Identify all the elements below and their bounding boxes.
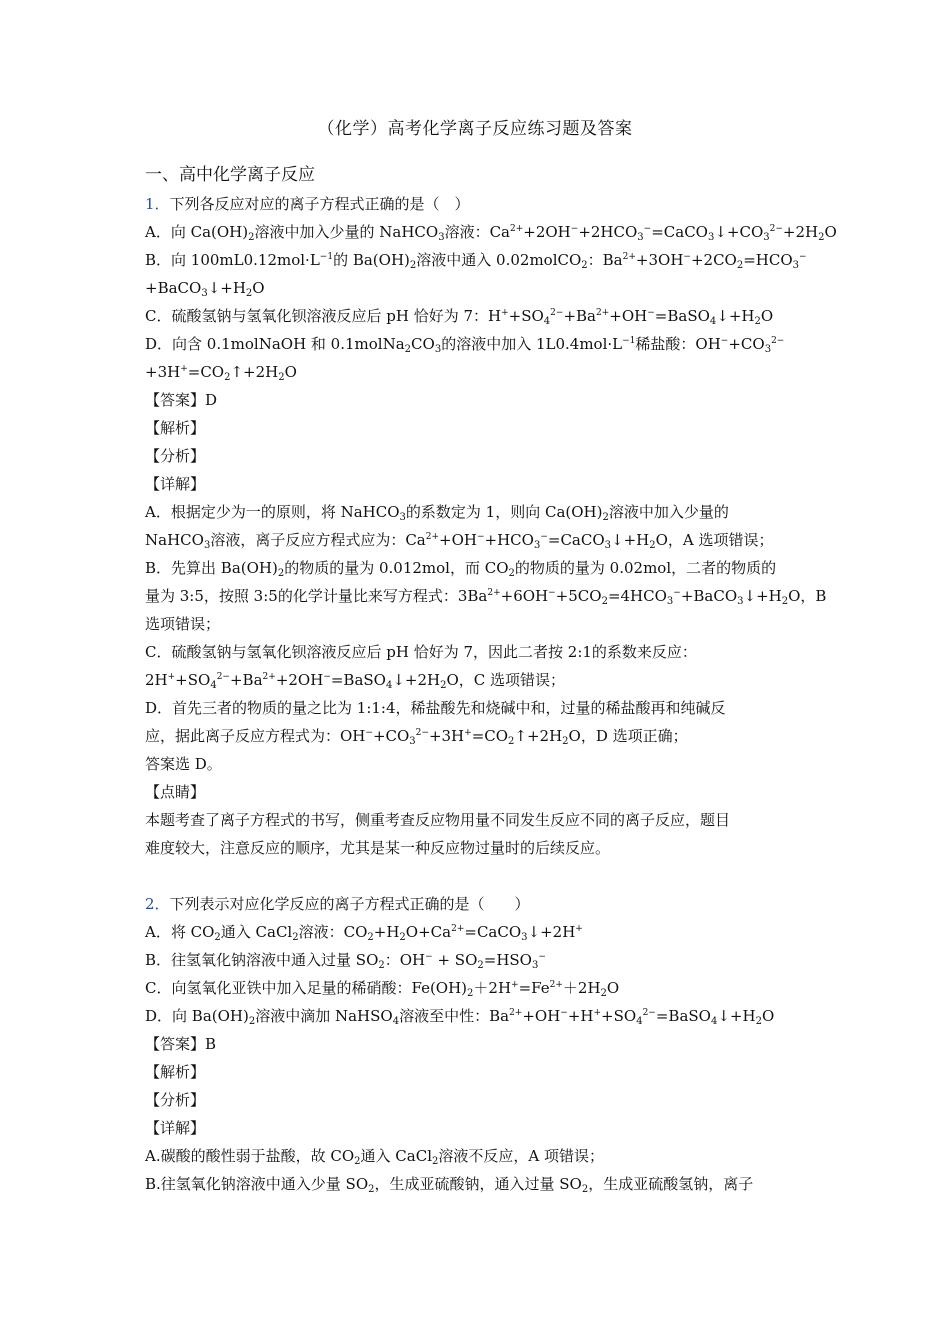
formula-segment: +OH [609,307,648,325]
formula-segment: 的 Ba(OH) [333,251,410,269]
formula-segment: =BaSO [330,671,386,689]
formula-segment: + [167,672,176,682]
formula-segment: − [643,224,652,234]
formula-segment: 2 [754,316,761,327]
formula-segment: 2 [581,1184,589,1195]
formula-segment: 2 [440,680,447,691]
formula-segment: O，A 选项错误； [655,531,774,549]
formula-segment: ↑+2H [230,363,279,381]
formula-segment: 2 [214,932,221,943]
q2-explain-b [145,1170,805,1198]
q2-fenxi-label: 【分析】 [145,1091,206,1109]
formula-segment: ↓+2H [527,923,576,941]
formula-segment: 2 [649,540,656,551]
q1-explain-b-line3 [145,610,805,638]
formula-segment: −1 [319,252,334,262]
formula-segment: O [824,223,837,241]
formula-segment: 2+ [425,532,440,542]
document-body [145,160,837,1198]
formula-segment: 4 [210,680,217,691]
formula-segment: + [180,364,188,374]
formula-segment: 溶液，离子反应方程式应为：Ca [210,531,426,549]
formula-segment: − [570,224,579,234]
q1-summary-line1: 本题考查了离子方程式的书写，侧重考查反应物用量不同发生反应不同的离子反应，题目 [145,811,731,829]
formula-segment: O [606,979,620,997]
formula-segment: 2 [781,596,789,607]
q1-conclusion: 答案选 D。 [145,755,222,773]
formula-segment: ↓+2H [392,671,441,689]
formula-segment: C．硫酸氢钠与氢氧化钡溶液反应后 pH 恰好为 7：H [145,307,502,325]
formula-segment: =CaCO [464,923,522,941]
formula-segment: − [323,672,331,682]
formula-segment: D．向含 0.1molNaOH 和 0.1molNa [145,335,405,353]
formula-segment: =BaSO [654,307,710,325]
formula-segment: 4 [636,1016,643,1027]
formula-segment: ↓+CO [714,223,764,241]
formula-segment: A．向 Ca(OH) [145,223,249,241]
formula-segment: +Ba [229,671,263,689]
formula-segment: O，B [788,587,827,605]
q1-explain-c-line2 [145,666,805,694]
formula-segment: 2− [769,224,783,234]
formula-segment: 3 [409,736,416,747]
formula-segment: 溶液至中性：Ba [399,1007,510,1025]
formula-segment: 4 [385,680,393,691]
formula-segment: =HSO [483,951,532,969]
formula-segment: 2+ [262,672,276,682]
q1-explain-d-line1 [145,694,805,722]
formula-segment: − [799,252,807,262]
formula-segment: 2+ [509,1008,523,1018]
formula-segment: +CO [728,335,765,353]
formula-segment: +OH [522,1007,561,1025]
q2-answer: 【答案】B [145,1035,217,1053]
formula-segment: 2H [145,671,168,689]
q1-explain-a-line1 [145,498,805,526]
formula-segment: D．向 Ba(OH) [145,1007,249,1025]
formula-segment: −1 [622,336,636,346]
formula-segment: 2 [755,1016,762,1027]
formula-segment: =CO [187,363,225,381]
formula-segment: − [538,952,546,962]
formula-segment: 溶液中加入少量的 [608,503,729,521]
formula-segment: 4 [709,316,717,327]
question-2-text: 下列表示对应化学反应的离子方程式正确的是（ ） [169,895,530,913]
formula-segment: 2 [467,988,474,999]
q2-jiexi-label: 【解析】 [145,1063,206,1081]
formula-segment: +3H [145,363,181,381]
formula-segment: C．硫酸氢钠与氢氧化钡溶液反应后 pH 恰好为 7，因此二者按 2:1的系数来反应： [145,643,697,661]
formula-segment: ↓+H [207,279,246,297]
formula-segment: =CaCO [651,223,708,241]
formula-segment: − [720,336,729,346]
formula-segment: 溶液中加入少量的 NaHCO [254,223,439,241]
formula-segment: +2H [782,223,819,241]
formula-segment: 量为 3:5，按照 3:5的化学计量比来写方程式：3Ba [145,587,488,605]
formula-segment: 3 [533,540,541,551]
formula-segment: 2 [367,932,374,943]
formula-segment: 4 [710,1016,718,1027]
formula-segment: 3 [399,512,406,523]
question-1-number: 1． [145,195,170,213]
formula-segment: − [683,252,691,262]
formula-segment: 2 [248,232,255,243]
q1-option-b-line2 [145,274,805,302]
formula-segment: − [365,728,373,738]
formula-segment: 溶液不反应，A 项错误； [438,1147,604,1165]
formula-segment: 4 [392,1016,400,1027]
formula-segment: 2+ [596,308,610,318]
q2-option-b [145,946,805,974]
formula-segment: =4HCO [607,587,667,605]
formula-segment: 溶液：CO [298,923,368,941]
question-1-stem [145,190,805,218]
formula-segment: ：OH [384,951,426,969]
formula-segment: +2HCO [578,223,638,241]
formula-segment: 3 [763,232,770,243]
formula-segment: +2OH [275,671,324,689]
q1-explain-c-line1 [145,638,805,666]
q1-explain-b-line2 [145,582,827,610]
formula-segment: 2 [601,596,608,607]
formula-segment: 2− [771,336,785,346]
formula-segment: + [511,980,519,990]
formula-segment: 3 [434,344,442,355]
formula-segment: O [761,1007,775,1025]
formula-segment: + [501,308,509,318]
formula-segment: 2− [642,1008,656,1018]
q1-summary-line2: 难度较大，注意反应的顺序，尤其是某一种反应物过量时的后续反应。 [145,839,611,857]
formula-segment: 3 [438,232,445,243]
formula-segment: ↓+H [717,1007,756,1025]
formula-segment: 3 [203,540,211,551]
formula-segment: =HCO [743,251,793,269]
q1-jiexi-label: 【解析】 [145,419,206,437]
formula-segment: ，生成亚硫酸氢钠，离子 [588,1175,754,1193]
formula-segment: A．根据定少为一的原则，将 NaHCO [145,503,400,521]
formula-segment: ↓+H [716,307,755,325]
formula-segment: 选项错误； [145,615,221,633]
formula-segment: ↓+H [743,587,782,605]
formula-segment: 2 [368,1184,375,1195]
q1-dianjing-label: 【点睛】 [145,783,206,801]
question-1-text: 下列各反应对应的离子方程式正确的是（ ） [169,195,470,213]
formula-segment: 2 [378,960,385,971]
formula-segment: 2+ [451,924,465,934]
formula-segment: +2OH [523,223,571,241]
formula-segment: − [540,532,548,542]
formula-segment: 2 [409,260,417,271]
q1-answer: 【答案】D [145,391,218,409]
formula-segment: 3 [521,932,528,943]
formula-segment: +H [373,923,400,941]
formula-segment: ＋2H [473,979,512,997]
formula-segment: 3 [764,344,772,355]
formula-segment: 应，据此离子反应方程式为：OH [145,727,366,745]
formula-segment: =Fe [518,979,550,997]
formula-segment: +3H [428,727,465,745]
formula-segment: +2CO [690,251,737,269]
formula-segment: ：Ba [587,251,623,269]
q1-option-b-line1 [145,246,805,274]
formula-segment: 2+ [509,224,524,234]
formula-segment: 2+ [549,980,563,990]
formula-segment: O，D 选项正确； [568,727,688,745]
formula-segment: 2 [399,932,406,943]
formula-segment: + [575,924,583,934]
formula-segment: 2 [736,260,744,271]
formula-segment: C．向氢氧化亚铁中加入足量的稀硝酸：Fe(OH) [145,979,468,997]
formula-segment: +OH [439,531,477,549]
formula-segment: 的物质的量为 0.02mol，二者的物质的 [514,559,777,577]
q2-option-a [145,918,805,946]
formula-segment: 3 [604,540,612,551]
formula-segment: 2− [216,672,230,682]
formula-segment: 2+ [622,252,636,262]
formula-segment: D．首先三者的物质的量之比为 1:1:4，稀盐酸先和烧碱中和，过量的稀盐酸再和纯碱反 [145,699,726,717]
formula-segment: − [560,1008,568,1018]
formula-segment: ＋2H [562,979,601,997]
formula-segment: 3 [637,232,644,243]
formula-segment: ↑+2H [514,727,563,745]
formula-segment: 2 [432,1156,439,1167]
formula-segment: B．向 100mL0.12mol·L [145,251,320,269]
formula-segment: 2 [508,736,515,747]
formula-segment: 溶液：Ca [444,223,510,241]
formula-segment: O [760,307,774,325]
formula-segment: O，C 选项错误； [446,671,566,689]
formula-segment: 2 [248,1016,256,1027]
formula-segment: − [647,308,655,318]
formula-segment: 稀盐酸：OH [635,335,721,353]
formula-segment: 2 [477,960,484,971]
formula-segment: 的物质的量为 0.012mol，而 CO [284,559,509,577]
formula-segment: − [548,588,556,598]
formula-segment: CO [411,335,435,353]
formula-segment: 2 [581,260,588,271]
formula-segment: 3 [531,960,539,971]
question-2-number: 2． [145,895,170,913]
q1-explain-a-line2 [145,526,805,554]
formula-segment: 2 [354,1156,361,1167]
formula-segment: 3 [707,232,715,243]
q1-explain-b-line1 [145,554,805,582]
formula-segment: =CaCO [547,531,605,549]
formula-segment: 2 [245,288,253,299]
formula-segment: O+Ca [405,923,452,941]
formula-segment: + SO [432,951,478,969]
formula-segment: +CO [372,727,410,745]
formula-segment: A．将 CO [145,923,215,941]
formula-segment: 2 [278,372,285,383]
formula-segment: 2− [550,308,564,318]
formula-segment: NaHCO [145,531,204,549]
formula-segment: 2+ [487,588,501,598]
formula-segment: +BaCO [680,587,738,605]
formula-segment: − [476,532,485,542]
formula-segment: O [284,363,297,381]
formula-segment: 2 [818,232,825,243]
formula-segment: ↓+H [611,531,650,549]
formula-segment: B.往氢氧化钠溶液中通入少量 SO [145,1175,369,1193]
formula-segment: 4 [543,316,551,327]
formula-segment: + [593,1008,602,1018]
question-2-stem [145,890,805,918]
formula-segment: 2− [415,728,429,738]
formula-segment: 2 [292,932,299,943]
q2-option-d [145,1002,805,1030]
formula-segment: =BaSO [655,1007,711,1025]
formula-segment: +Ba [563,307,596,325]
formula-segment: + [464,728,472,738]
formula-segment: +SO [175,671,211,689]
formula-segment: 3 [666,596,674,607]
formula-segment: +6OH [500,587,549,605]
q1-option-a [145,218,837,246]
formula-segment: 的溶液中加入 1L0.4mol·L [441,335,623,353]
q1-xiangjie-label: 【详解】 [145,475,206,493]
formula-segment: 溶液中通入 0.02molCO [416,251,582,269]
formula-segment: 3 [792,260,800,271]
formula-segment: 2 [224,372,231,383]
formula-segment: +3OH [635,251,684,269]
section-heading: 一、高中化学离子反应 [145,165,315,185]
formula-segment: ，生成亚硫酸钠，通入过量 SO [374,1175,582,1193]
q1-fenxi-label: 【分析】 [145,447,206,465]
formula-segment: 的系数定为 1，则向 Ca(OH) [405,503,603,521]
q2-explain-a [145,1142,805,1170]
document-title: （化学）高考化学离子反应练习题及答案 [317,119,633,139]
q1-explain-d-line2 [145,722,805,750]
formula-segment: 2 [404,344,412,355]
q1-option-d-line2 [145,358,805,386]
formula-segment: +BaCO [145,279,202,297]
formula-segment: 2 [600,988,607,999]
formula-segment: O [252,279,265,297]
formula-segment: 3 [737,596,744,607]
q1-option-d-line1 [145,330,805,358]
formula-segment: 2 [602,512,609,523]
formula-segment: 通入 CaCl [220,923,293,941]
formula-segment: 2 [277,568,285,579]
formula-segment: B．往氢氧化钠溶液中通入过量 SO [145,951,379,969]
q2-xiangjie-label: 【详解】 [145,1119,206,1137]
formula-segment: +SO [601,1007,637,1025]
formula-segment: +SO [508,307,544,325]
formula-segment: A.碳酸的酸性弱于盐酸，故 CO [145,1147,355,1165]
formula-segment: +H [567,1007,594,1025]
formula-segment: − [673,588,681,598]
formula-segment: 通入 CaCl [360,1147,432,1165]
formula-segment: 2 [562,736,569,747]
q2-option-c [145,974,805,1002]
formula-segment: 3 [201,288,208,299]
formula-segment: +5CO [555,587,602,605]
formula-segment: − [425,952,433,962]
formula-segment: 2 [508,568,515,579]
formula-segment: =CO [471,727,509,745]
q1-option-c [145,302,805,330]
formula-segment: +HCO [484,531,534,549]
formula-segment: 溶液中滴加 NaHSO [255,1007,393,1025]
formula-segment: B．先算出 Ba(OH) [145,559,278,577]
